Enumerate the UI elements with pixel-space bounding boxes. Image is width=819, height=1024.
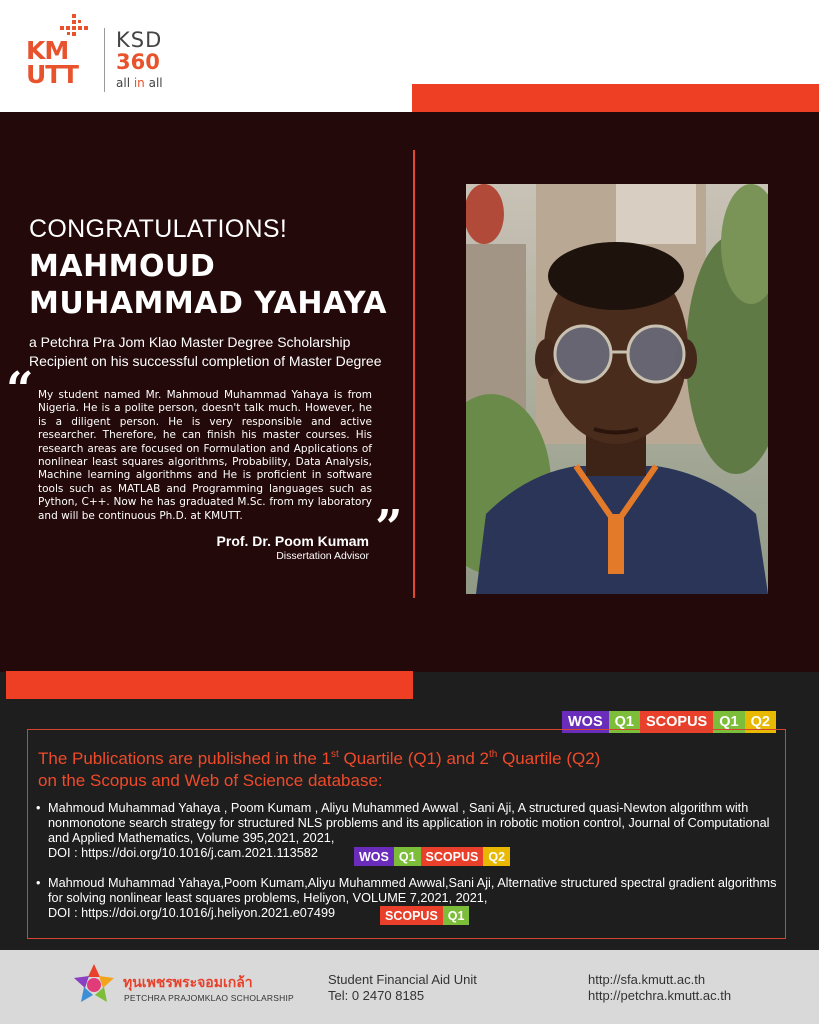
kmutt-logo-line1: KM: [26, 36, 69, 65]
bullet-icon: •: [36, 876, 41, 890]
scopus-badge: SCOPUS: [421, 847, 484, 866]
publications-heading-line2: on the Scopus and Web of Science database:: [38, 771, 383, 790]
ksd-tagline-in: in: [133, 76, 145, 90]
unit-name: Student Financial Aid Unit: [328, 972, 477, 987]
heading-part2: Quartile (Q1) and 2: [338, 749, 489, 768]
heading-part3: Quartile (Q2): [497, 749, 601, 768]
ksd360-logo: [116, 28, 196, 94]
publications-heading-line1: [38, 748, 738, 770]
recipient-subtitle: [29, 333, 399, 371]
petchra-logo-icon: [72, 962, 116, 1008]
scopus-q2-badge: Q2: [745, 711, 776, 733]
petchra-logo-thai: ทุนเพชรพระจอมเกล้า: [123, 975, 253, 991]
publication-doi: DOI : https://doi.org/10.1016/j.heliyon.2021.e07499: [48, 906, 336, 920]
scopus-q2-badge: Q2: [483, 847, 510, 866]
wos-badge: WOS: [562, 711, 609, 733]
kmutt-logo: [26, 14, 94, 88]
advisor-role: Dissertation Advisor: [276, 550, 369, 562]
publication-citation: Mahmoud Muhammad Yahaya,Poom Kumam,Aliyu Muhammed Awwal,Sani Aji, Alternative structured spectral gradient algorithms for solving nonlinear least squares problems, Heliyon, VOLUME 7,2021, 2021,: [48, 876, 777, 905]
publication-doi: DOI : https://doi.org/10.1016/j.cam.2021.113582: [48, 846, 318, 860]
publication-citation: Mahmoud Muhammad Yahaya , Poom Kumam , Aliyu Muhammed Awwal , Sani Aji, A structured quasi-Newton algorithm with nonmonotone search strategy for structured NLS problems and its application in robotic motion control, Journal of Computational and Applied Mathematics, Volume 395,2021, 2021,: [48, 801, 770, 845]
phone-number: Tel: 0 2470 8185: [328, 988, 425, 1003]
wos-q1-badge: Q1: [609, 711, 640, 733]
scopus-q1-badge: Q1: [443, 906, 470, 925]
bullet-icon: •: [36, 801, 41, 815]
petchra-logo-english: PETCHRA PRAJOMKLAO SCHOLARSHIP: [124, 993, 294, 1003]
kmutt-logo-line2: UTT: [26, 60, 78, 89]
close-quote-icon: ”: [375, 500, 403, 556]
recipient-name-line1: MAHMOUD: [29, 249, 216, 284]
heading-part1: The Publications are published in the 1: [38, 749, 331, 768]
subtitle-line1: a Petchra Pra Jom Klao Master Degree Scholarship: [29, 334, 351, 350]
petchra-link[interactable]: http://petchra.kmutt.ac.th: [588, 988, 732, 1003]
publications-heading: [38, 748, 738, 792]
recipient-photo: [466, 184, 768, 594]
sfa-link[interactable]: http://sfa.kmutt.ac.th: [588, 972, 706, 987]
wos-badge: WOS: [354, 847, 394, 866]
bottom-accent-bar: [6, 671, 413, 699]
scopus-q1-badge: Q1: [713, 711, 744, 733]
publication-badges: [380, 906, 469, 925]
ksd-tagline-pre: all: [116, 76, 134, 90]
logo-divider: [104, 28, 105, 92]
scopus-badge: SCOPUS: [640, 711, 713, 733]
advisor-testimonial: My student named Mr. Mahmoud Muhammad Yahaya is from Nigeria. He is a polite person, doesn't talk much. However, he is a diligent person. He is very responsible and active researcher. Therefore, he can finish his master courses. His research areas are focused on Formulation and Applications of nonlinear least squares algorithms, Probability, Data Analysis, Machine learning algorithms and He is proficient in software tools such as MATLAB and Programming languages such as Python, C++. Now he has graduated M.Sc. from my laboratory and will be continuous Ph.D. at KMUTT.: [38, 389, 372, 522]
vertical-divider: [413, 150, 415, 598]
wos-q1-badge: Q1: [394, 847, 421, 866]
top-accent-bar: [412, 84, 819, 112]
contact-info: [328, 972, 477, 1004]
ksd-tagline-post: all: [144, 76, 163, 90]
recipient-name-line2: MUHAMMAD YAHAYA: [29, 286, 387, 321]
congratulations-heading: CONGRATULATIONS!: [29, 215, 288, 243]
advisor-name: Prof. Dr. Poom Kumam: [216, 533, 369, 549]
ksd-logo-line1: KSD: [116, 28, 163, 52]
subtitle-line2: Recipient on his successful completion of Master Degree: [29, 353, 382, 369]
heading-sup2: th: [489, 749, 498, 760]
website-links: [588, 972, 731, 1004]
publication-badges: [354, 847, 510, 866]
scopus-badge: SCOPUS: [380, 906, 443, 925]
open-quote-icon: “: [6, 362, 34, 418]
ksd-logo-line2: 360: [116, 50, 160, 74]
heading-sup1: st: [330, 749, 339, 760]
ksd-logo-tagline: [116, 76, 163, 90]
